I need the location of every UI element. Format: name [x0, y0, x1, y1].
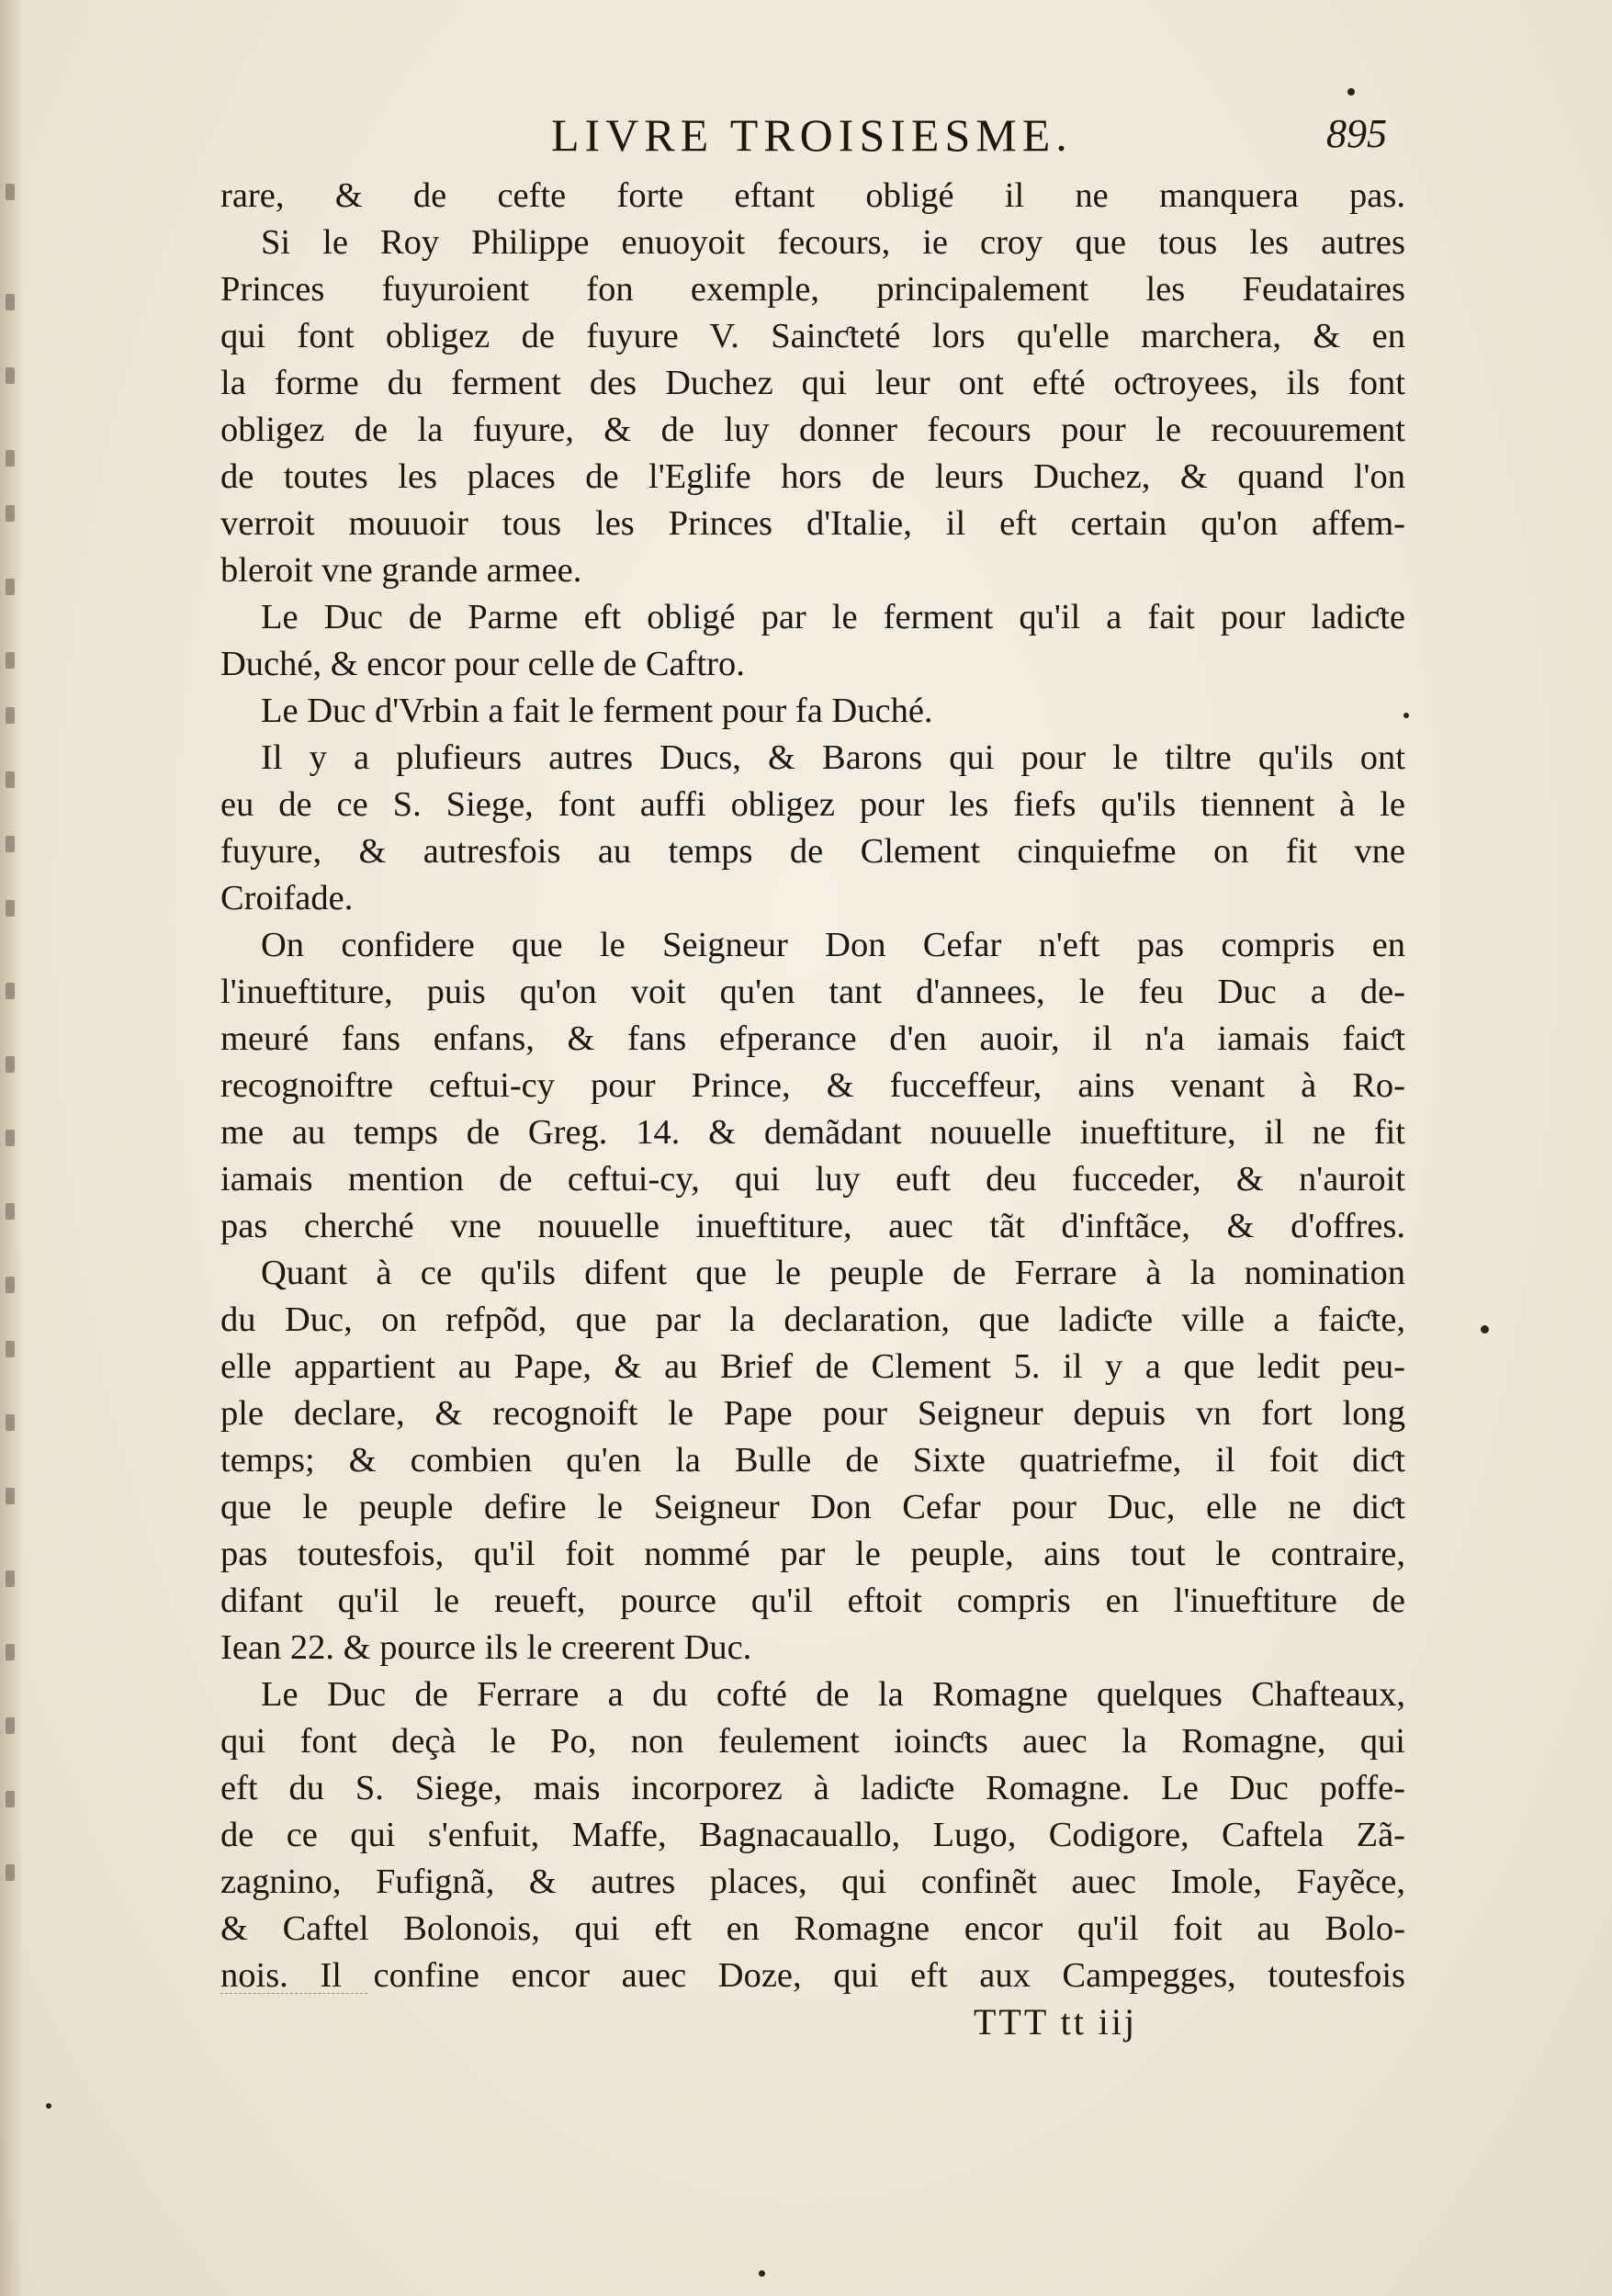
text-line: la forme du ferment des Duchez qui leur ont efté oƈtroyees, ils font	[220, 364, 1405, 402]
text-line: ple declare, & recognoift le Pape pour Seigneur depuis vn fort long	[220, 1394, 1405, 1433]
page-number: 895	[1326, 111, 1387, 156]
text-line: qui font obligez de fuyure V. Sainƈteté lors qu'elle marchera, & en	[220, 317, 1405, 355]
text-line: On confidere que le Seigneur Don Cefar n'eft pas compris en	[261, 926, 1405, 964]
text-line: recognoiftre ceftui-cy pour Prince, & fucceffeur, ains venant à Ro-	[220, 1066, 1405, 1105]
text-line: rare, & de cefte forte eftant obligé il ne manquera pas.	[220, 176, 1405, 215]
text-line: du Duc, on refpõd, que par la declaration, que ladiƈte ville a faiƈte,	[220, 1300, 1405, 1339]
text-line: Quant à ce qu'ils difent que le peuple de Ferrare à la nomination	[261, 1254, 1405, 1292]
page-header	[220, 108, 1405, 173]
text-line: difant qu'il le reueft, pource qu'il eftoit compris en l'inueftiture de	[220, 1581, 1405, 1620]
ink-speck	[759, 2270, 765, 2277]
text-line: de toutes les places de l'Eglife hors de leurs Duchez, & quand l'on	[220, 457, 1405, 496]
running-title: LIVRE TROISIESME.	[551, 109, 1073, 161]
text-line: obligez de la fuyure, & de luy donner fecours pour le recouurement	[220, 411, 1405, 449]
text-line: pas cherché vne nouuelle inueftiture, auec tãt d'inftãce, & d'offres.	[220, 1207, 1405, 1245]
text-line: Le Duc d'Vrbin a fait le ferment pour fa Duché.	[261, 692, 933, 730]
text-line: Croifade.	[220, 879, 354, 917]
signature-mark: TTT tt iij	[974, 2001, 1138, 2043]
text-line: pas toutesfois, qu'il foit nommé par le peuple, ains tout le contraire,	[220, 1535, 1405, 1573]
text-line: de ce qui s'enfuit, Maffe, Bagnacauallo, Lugo, Codigore, Caftela Zã-	[220, 1816, 1405, 1854]
text-line: iamais mention de ceftui-cy, qui luy euft deu fucceder, & n'auroit	[220, 1160, 1405, 1199]
ink-speck	[1403, 713, 1409, 718]
text-line: meuré fans enfans, & fans efperance d'en auoir, il n'a iamais faiƈt	[220, 1019, 1405, 1058]
text-line: que le peuple defire le Seigneur Don Cefar pour Duc, elle ne diƈt	[220, 1488, 1405, 1526]
body-text	[220, 173, 1405, 1999]
text-line: me au temps de Greg. 14. & demãdant nouuelle inueftiture, il ne fit	[220, 1113, 1405, 1152]
text-line: Princes fuyuroient fon exemple, principalement les Feudataires	[220, 270, 1405, 309]
text-line: zagnino, Fufignã, & autres places, qui confinẽt auec Imole, Fayẽce,	[220, 1863, 1405, 1901]
text-line: & Caftel Bolonois, qui eft en Romagne encor qu'il foit au Bolo-	[220, 1909, 1405, 1948]
bleed-through-marks	[6, 174, 24, 1919]
text-line: elle appartient au Pape, & au Brief de Clement 5. il y a que ledit peu-	[220, 1347, 1405, 1386]
text-line: Duché, & encor pour celle de Caftro.	[220, 645, 745, 683]
text-line: bleroit vne grande armee.	[220, 551, 582, 590]
text-line: Il y a plufieurs autres Ducs, & Barons qui pour le tiltre qu'ils ont	[261, 738, 1405, 777]
text-line: Le Duc de Ferrare a du cofté de la Romagne quelques Chafteaux,	[261, 1675, 1405, 1714]
text-line: Le Duc de Parme eft obligé par le ferment qu'il a fait pour ladiƈte	[261, 598, 1405, 636]
ink-speck	[46, 2103, 51, 2109]
text-line: fuyure, & autresfois au temps de Clement cinquiefme on fit vne	[220, 832, 1405, 871]
text-line: Si le Roy Philippe enuoyoit fecours, ie croy que tous les autres	[261, 223, 1405, 262]
ink-speck	[1347, 88, 1355, 96]
text-line: eu de ce S. Siege, font auffi obligez pour les fiefs qu'ils tiennent à le	[220, 785, 1405, 824]
catchword-rule	[220, 1993, 367, 1994]
text-line: nois. Il confine encor auec Doze, qui eft aux Campegges, toutesfois	[220, 1956, 1405, 1995]
text-line: eft du S. Siege, mais incorporez à ladiƈte Romagne. Le Duc poffe-	[220, 1769, 1405, 1807]
text-line: Iean 22. & pource ils le creerent Duc.	[220, 1628, 752, 1667]
text-line: qui font deçà le Po, non feulement ioinƈts auec la Romagne, qui	[220, 1722, 1405, 1761]
text-line: temps; & combien qu'en la Bulle de Sixte quatriefme, il foit diƈt	[220, 1441, 1405, 1480]
text-line: l'inueftiture, puis qu'on voit qu'en tant d'annees, le feu Duc a de-	[220, 973, 1405, 1011]
ink-speck	[1481, 1325, 1489, 1334]
text-line: verroit mouuoir tous les Princes d'Italie, il eft certain qu'on affem-	[220, 504, 1405, 543]
